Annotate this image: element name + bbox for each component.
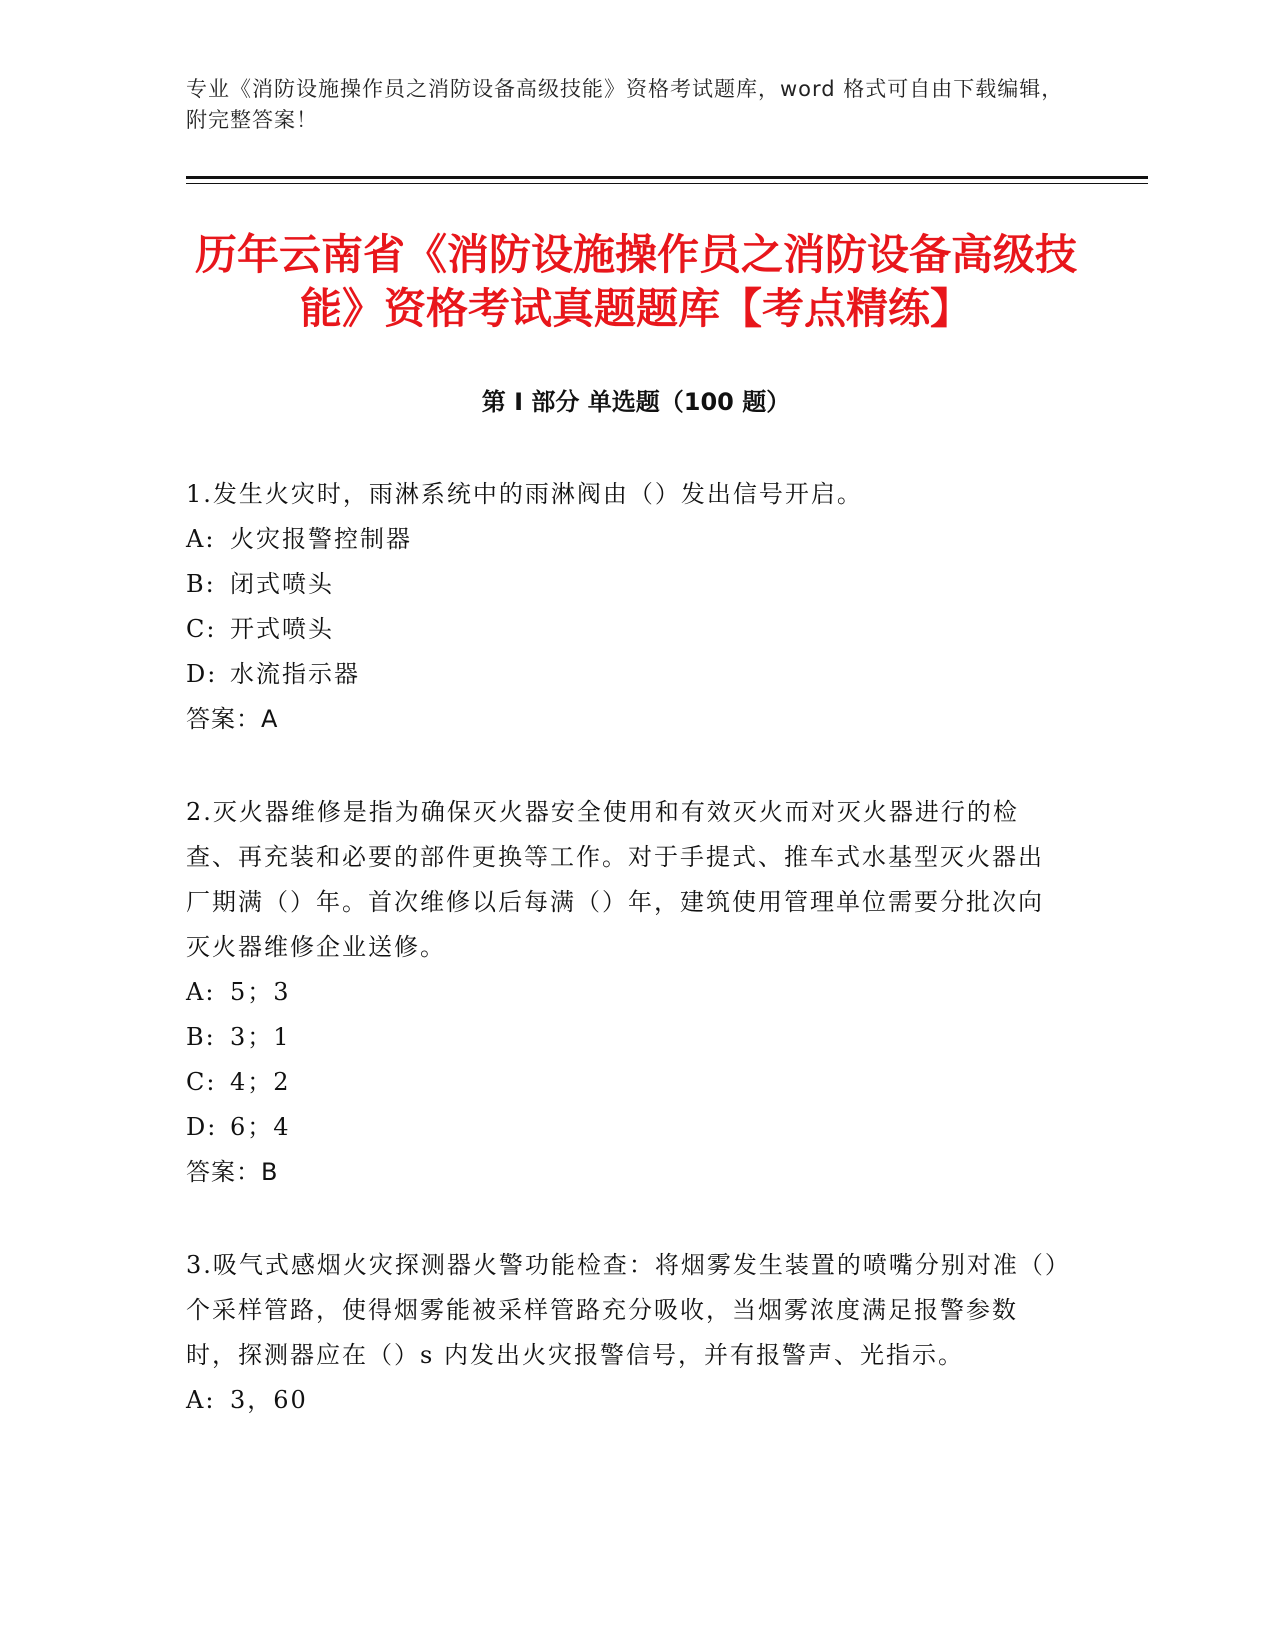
option-letter: B:	[186, 570, 216, 598]
option-text: 5；3	[230, 978, 291, 1006]
option-text: 闭式喷头	[230, 570, 334, 598]
option-text: 火灾报警控制器	[230, 525, 412, 553]
option-letter: D:	[186, 1113, 218, 1141]
option-c	[186, 607, 1066, 652]
question-text: 2.灭火器维修是指为确保灭火器安全使用和有效灭火而对灭火器进行的检查、再充装和必要的部件更换等工作。对于手提式、推车式水基型灭火器出厂期满（）年。首次维修以后每满（）年，建筑使用管理单位需要分批次向灭火器维修企业送修。	[186, 798, 1044, 961]
question-text: 3.吸气式感烟火灾探测器火警功能检查：将烟雾发生装置的喷嘴分别对准（）个采样管路，使得烟雾能被采样管路充分吸收，当烟雾浓度满足报警参数时，探测器应在（）s 内发出火灾报警信号，并有报警声、光指示。	[186, 1251, 1059, 1369]
question-list	[186, 472, 1066, 1471]
option-letter: A:	[186, 1386, 216, 1414]
question-1	[186, 472, 1066, 742]
option-text: 6；4	[230, 1113, 291, 1141]
option-text: 开式喷头	[230, 615, 334, 643]
answer-line: 答案：A	[186, 705, 279, 733]
option-letter: D:	[186, 660, 218, 688]
option-b	[186, 562, 1066, 607]
answer-line: 答案：B	[186, 1158, 279, 1186]
option-b	[186, 1015, 1066, 1060]
question-3	[186, 1243, 1066, 1423]
header-divider-thin	[186, 183, 1148, 184]
option-text: 4；2	[230, 1068, 291, 1096]
section-heading: 第 I 部分 单选题（100 题）	[481, 388, 791, 416]
document-title: 历年云南省《消防设施操作员之消防设备高级技能》资格考试真题题库【考点精练】	[194, 230, 1077, 333]
option-d	[186, 652, 1066, 697]
option-text: 水流指示器	[230, 660, 360, 688]
option-c	[186, 1060, 1066, 1105]
option-letter: C:	[186, 1068, 217, 1096]
option-text: 3；1	[230, 1023, 291, 1051]
option-letter: A:	[186, 978, 216, 1006]
option-a	[186, 970, 1066, 1015]
header-divider-thick	[186, 176, 1148, 179]
option-letter: C:	[186, 615, 217, 643]
question-text: 1.发生火灾时，雨淋系统中的雨淋阀由（）发出信号开启。	[186, 480, 863, 508]
header-note: 专业《消防设施操作员之消防设备高级技能》资格考试题库，word 格式可自由下载编辑，附完整答案！	[186, 77, 1064, 132]
option-letter: B:	[186, 1023, 216, 1051]
question-2	[186, 790, 1066, 1195]
option-d	[186, 1105, 1066, 1150]
option-text: 3，60	[230, 1386, 308, 1414]
option-a	[186, 1378, 1066, 1423]
option-letter: A:	[186, 525, 216, 553]
option-a	[186, 517, 1066, 562]
